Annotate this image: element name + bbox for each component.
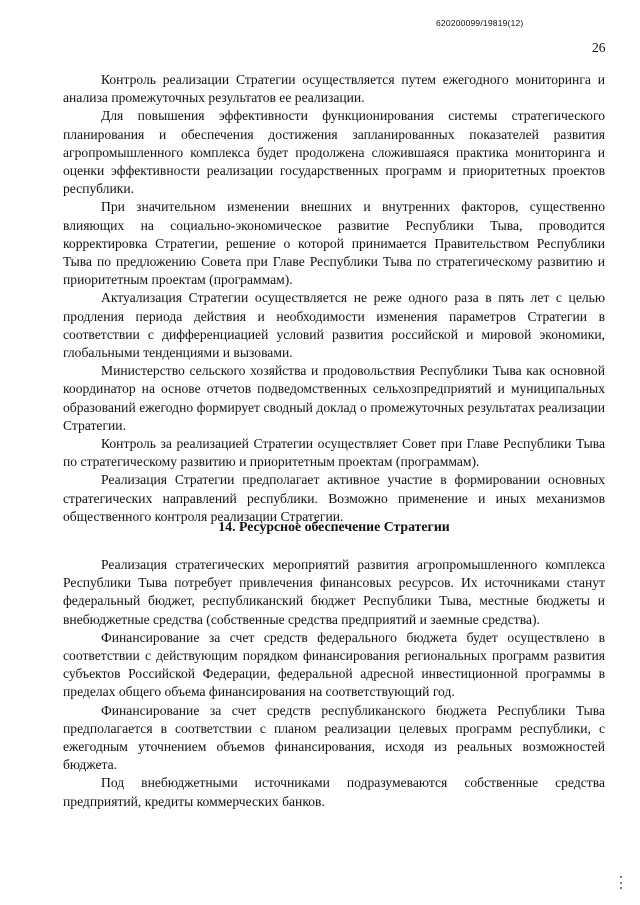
paragraph-ministry-report: Министерство сельского хозяйства и продовольствия Республики Тыва как основной координатор на основе отчетов подведомственных сельхозпредприятий и муниципальных образований ежегодно формирует сводный доклад о промежуточных результатах реализации Стратегии. xyxy=(63,363,605,433)
resource-section-text xyxy=(63,556,605,811)
scan-artifact-dots xyxy=(620,876,624,890)
paragraph-monitoring-control: Контроль реализации Стратегии осуществляется путем ежегодного мониторинга и анализа промежуточных результатов ее реализации. xyxy=(63,72,605,106)
paragraph-strategy-actualization: Актуализация Стратегии осуществляется не реже одного раза в пять лет с целью продления периода действия и необходимости изменения параметров Стратегии в соответствии с дифференциацией условий развития российской и мировой экономики, глобальными тенденциями и вызовами. xyxy=(63,290,605,361)
paragraph-republican-funding: Финансирование за счет средств республиканского бюджета Республики Тыва предполагается в соответствии с планом реализации целевых программ республики, с ежегодным уточнением объемов финансирования, исходя из реальных возможностей бюджета. xyxy=(63,702,605,773)
document-registration-code: 620200099/19819(12) xyxy=(436,18,524,28)
paragraph-extrabudgetary-sources: Под внебюджетными источниками подразумеваются собственные средства предприятий, кредиты коммерческих банков. xyxy=(63,775,605,809)
paragraph-strategy-correction: При значительном изменении внешних и внутренних факторов, существенно влияющих на социально-экономическое развитие Республики Тыва, проводится корректировка Стратегии, решение о которой принимается Правительством Республики Тыва по предложению Совета при Главе Республики Тыва по стратегическому развитию и приоритетным проектам (программам). xyxy=(63,199,605,288)
paragraph-public-participation: Реализация Стратегии предполагает активное участие в формировании основных стратегических направлений республики. Возможно применение и иных механизмов общественного контроля реализации Стратегии. xyxy=(63,472,605,524)
section-heading: 14. Ресурсное обеспечение Стратегии xyxy=(218,519,450,534)
paragraph-council-control: Контроль за реализацией Стратегии осуществляет Совет при Главе Республики Тыва по стратегическому развитию и приоритетным проектам (программам). xyxy=(63,436,605,470)
paragraph-federal-funding: Финансирование за счет средств федерального бюджета будет осуществлено в соответствии с действующим порядком финансирования региональных программ развития субъектов Российской Федерации, федеральной адресной инвестиционной программы в пределах общего объема финансирования на соответствующий год. xyxy=(63,629,605,700)
paragraph-planning-efficiency: Для повышения эффективности функционирования системы стратегического планирования и обеспечения достижения запланированных показателей развития агропромышленного комплекса будет продолжена сложившаяся практика мониторинга и оценки эффективности реализации государственных программ и приоритетных проектов республики. xyxy=(63,108,605,197)
page-number: 26 xyxy=(592,40,606,55)
paragraph-funding-sources: Реализация стратегических мероприятий развития агропромышленного комплекса Республики Тыва потребует привлечения финансовых ресурсов. Их источниками станут федеральный бюджет, республиканский бюджет Республики Тыва, местные бюджеты и внебюджетные средства (собственные средства предприятий и заемные средства). xyxy=(63,557,605,627)
monitoring-section-text xyxy=(63,71,605,526)
